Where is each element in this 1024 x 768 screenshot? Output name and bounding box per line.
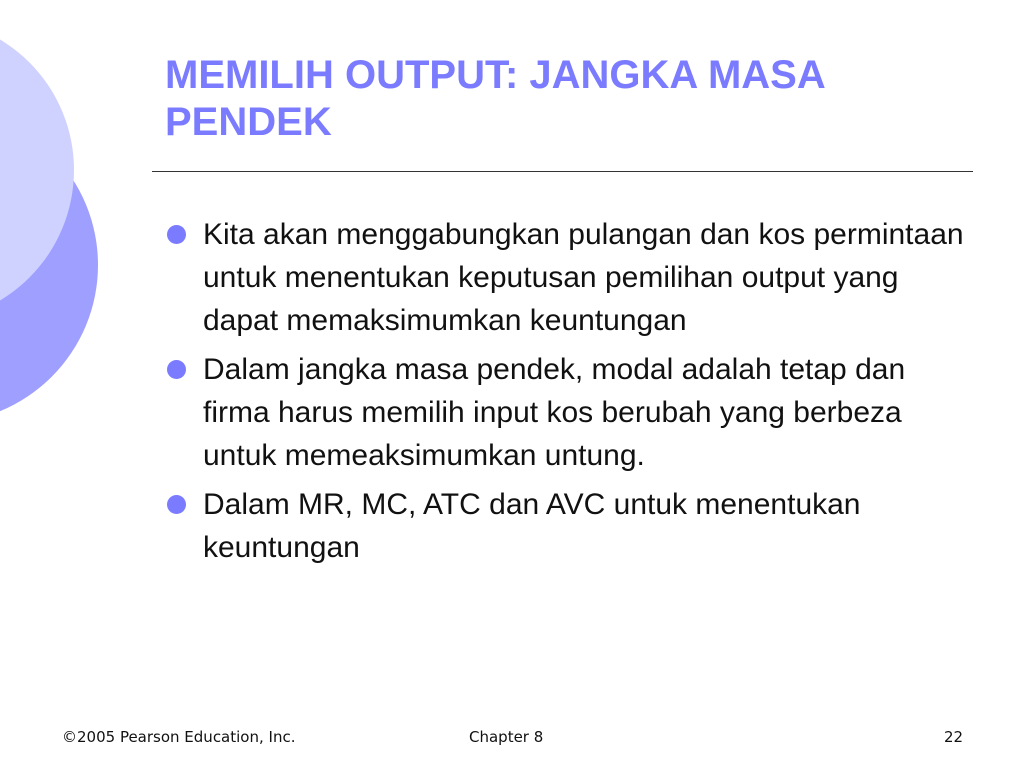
bullet-list xyxy=(165,213,965,575)
bullet-text: Dalam jangka masa pendek, modal adalah tetap dan firma harus memilih input kos berubah yang berbeza untuk memeaksimumkan untung. xyxy=(203,353,906,472)
bullet-dot-icon xyxy=(167,495,186,514)
bullet-item xyxy=(165,348,965,477)
bullet-text: Kita akan menggabungkan pulangan dan kos permintaan untuk menentukan keputusan pemilihan output yang dapat memaksimumkan keuntungan xyxy=(203,218,964,337)
bullet-text: Dalam MR, MC, ATC dan AVC untuk menentukan keuntungan xyxy=(203,488,861,564)
decorative-circles xyxy=(0,0,110,420)
bullet-item xyxy=(165,483,965,569)
footer-chapter: Chapter 8 xyxy=(469,728,544,746)
title-divider xyxy=(152,171,973,172)
bullet-dot-icon xyxy=(167,360,186,379)
footer-page-number: 22 xyxy=(944,728,964,746)
slide-title: MEMILIH OUTPUT: JANGKA MASA PENDEK xyxy=(165,53,825,144)
bullet-dot-icon xyxy=(167,225,186,244)
bullet-item xyxy=(165,213,965,342)
footer-copyright: ©2005 Pearson Education, Inc. xyxy=(62,728,296,746)
